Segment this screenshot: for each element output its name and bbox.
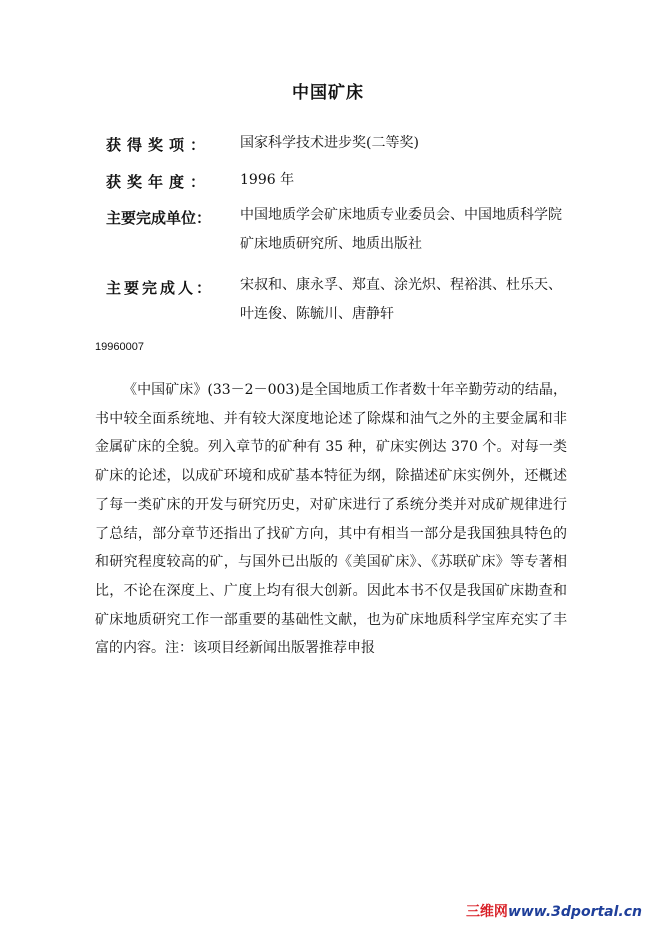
main-units-label: 主要完成单位： <box>106 209 212 227</box>
reference-code: 19960007 <box>95 341 144 353</box>
award-value: 国家科学技术进步奖(二等奖) <box>240 135 419 151</box>
main-units-value: 中国地质学会矿床地质专业委员会、中国地质科学院矿床地质研究所、地质出版社 <box>240 207 562 252</box>
award-label: 获得奖项： <box>106 136 212 154</box>
page-title: 中国矿床 <box>292 83 364 103</box>
award-year-label: 获奖年度： <box>106 173 212 191</box>
main-persons-label: 主要完成人： <box>106 279 215 297</box>
watermark-cn: 三维网 <box>465 904 508 920</box>
main-persons-value: 宋叔和、康永孚、郑直、涂光炽、程裕淇、杜乐天、叶连俊、陈毓川、唐静轩 <box>240 277 562 322</box>
body-paragraph: 《中国矿床》(33－2－003)是全国地质工作者数十年辛勤劳动的结晶，书中较全面系统地、并有较大深度地论述了除煤和油气之外的主要金属和非金属矿床的全貌。列入章节的矿种有 35 种，矿床实例达 370 个。对每一类矿床的论述，以成矿环境和成矿基本特征为纲，除描述矿床实例外，还概述了每一类矿床的开发与研究历史，对矿床进行了系统分类并对成矿规律进行了总结，部分章节还指出了找矿方向，其中有相当一部分是我国独具特色的和研究程度较高的矿，与国外已出版的《美国矿床》、《苏联矿床》等专著相比，不论在深度上、广度上均有很大创新。因此本书不仅是我国矿床勘查和矿床地质研究工作一部重要的基础性文献，也为矿床地质科学宝库充实了丰富的内容。注：该项目经新闻出版署推荐申报 <box>95 382 567 657</box>
watermark-url: www.3dportal.cn <box>507 904 642 920</box>
site-watermark[interactable] <box>466 901 642 921</box>
award-year-value: 1996 年 <box>240 172 295 188</box>
